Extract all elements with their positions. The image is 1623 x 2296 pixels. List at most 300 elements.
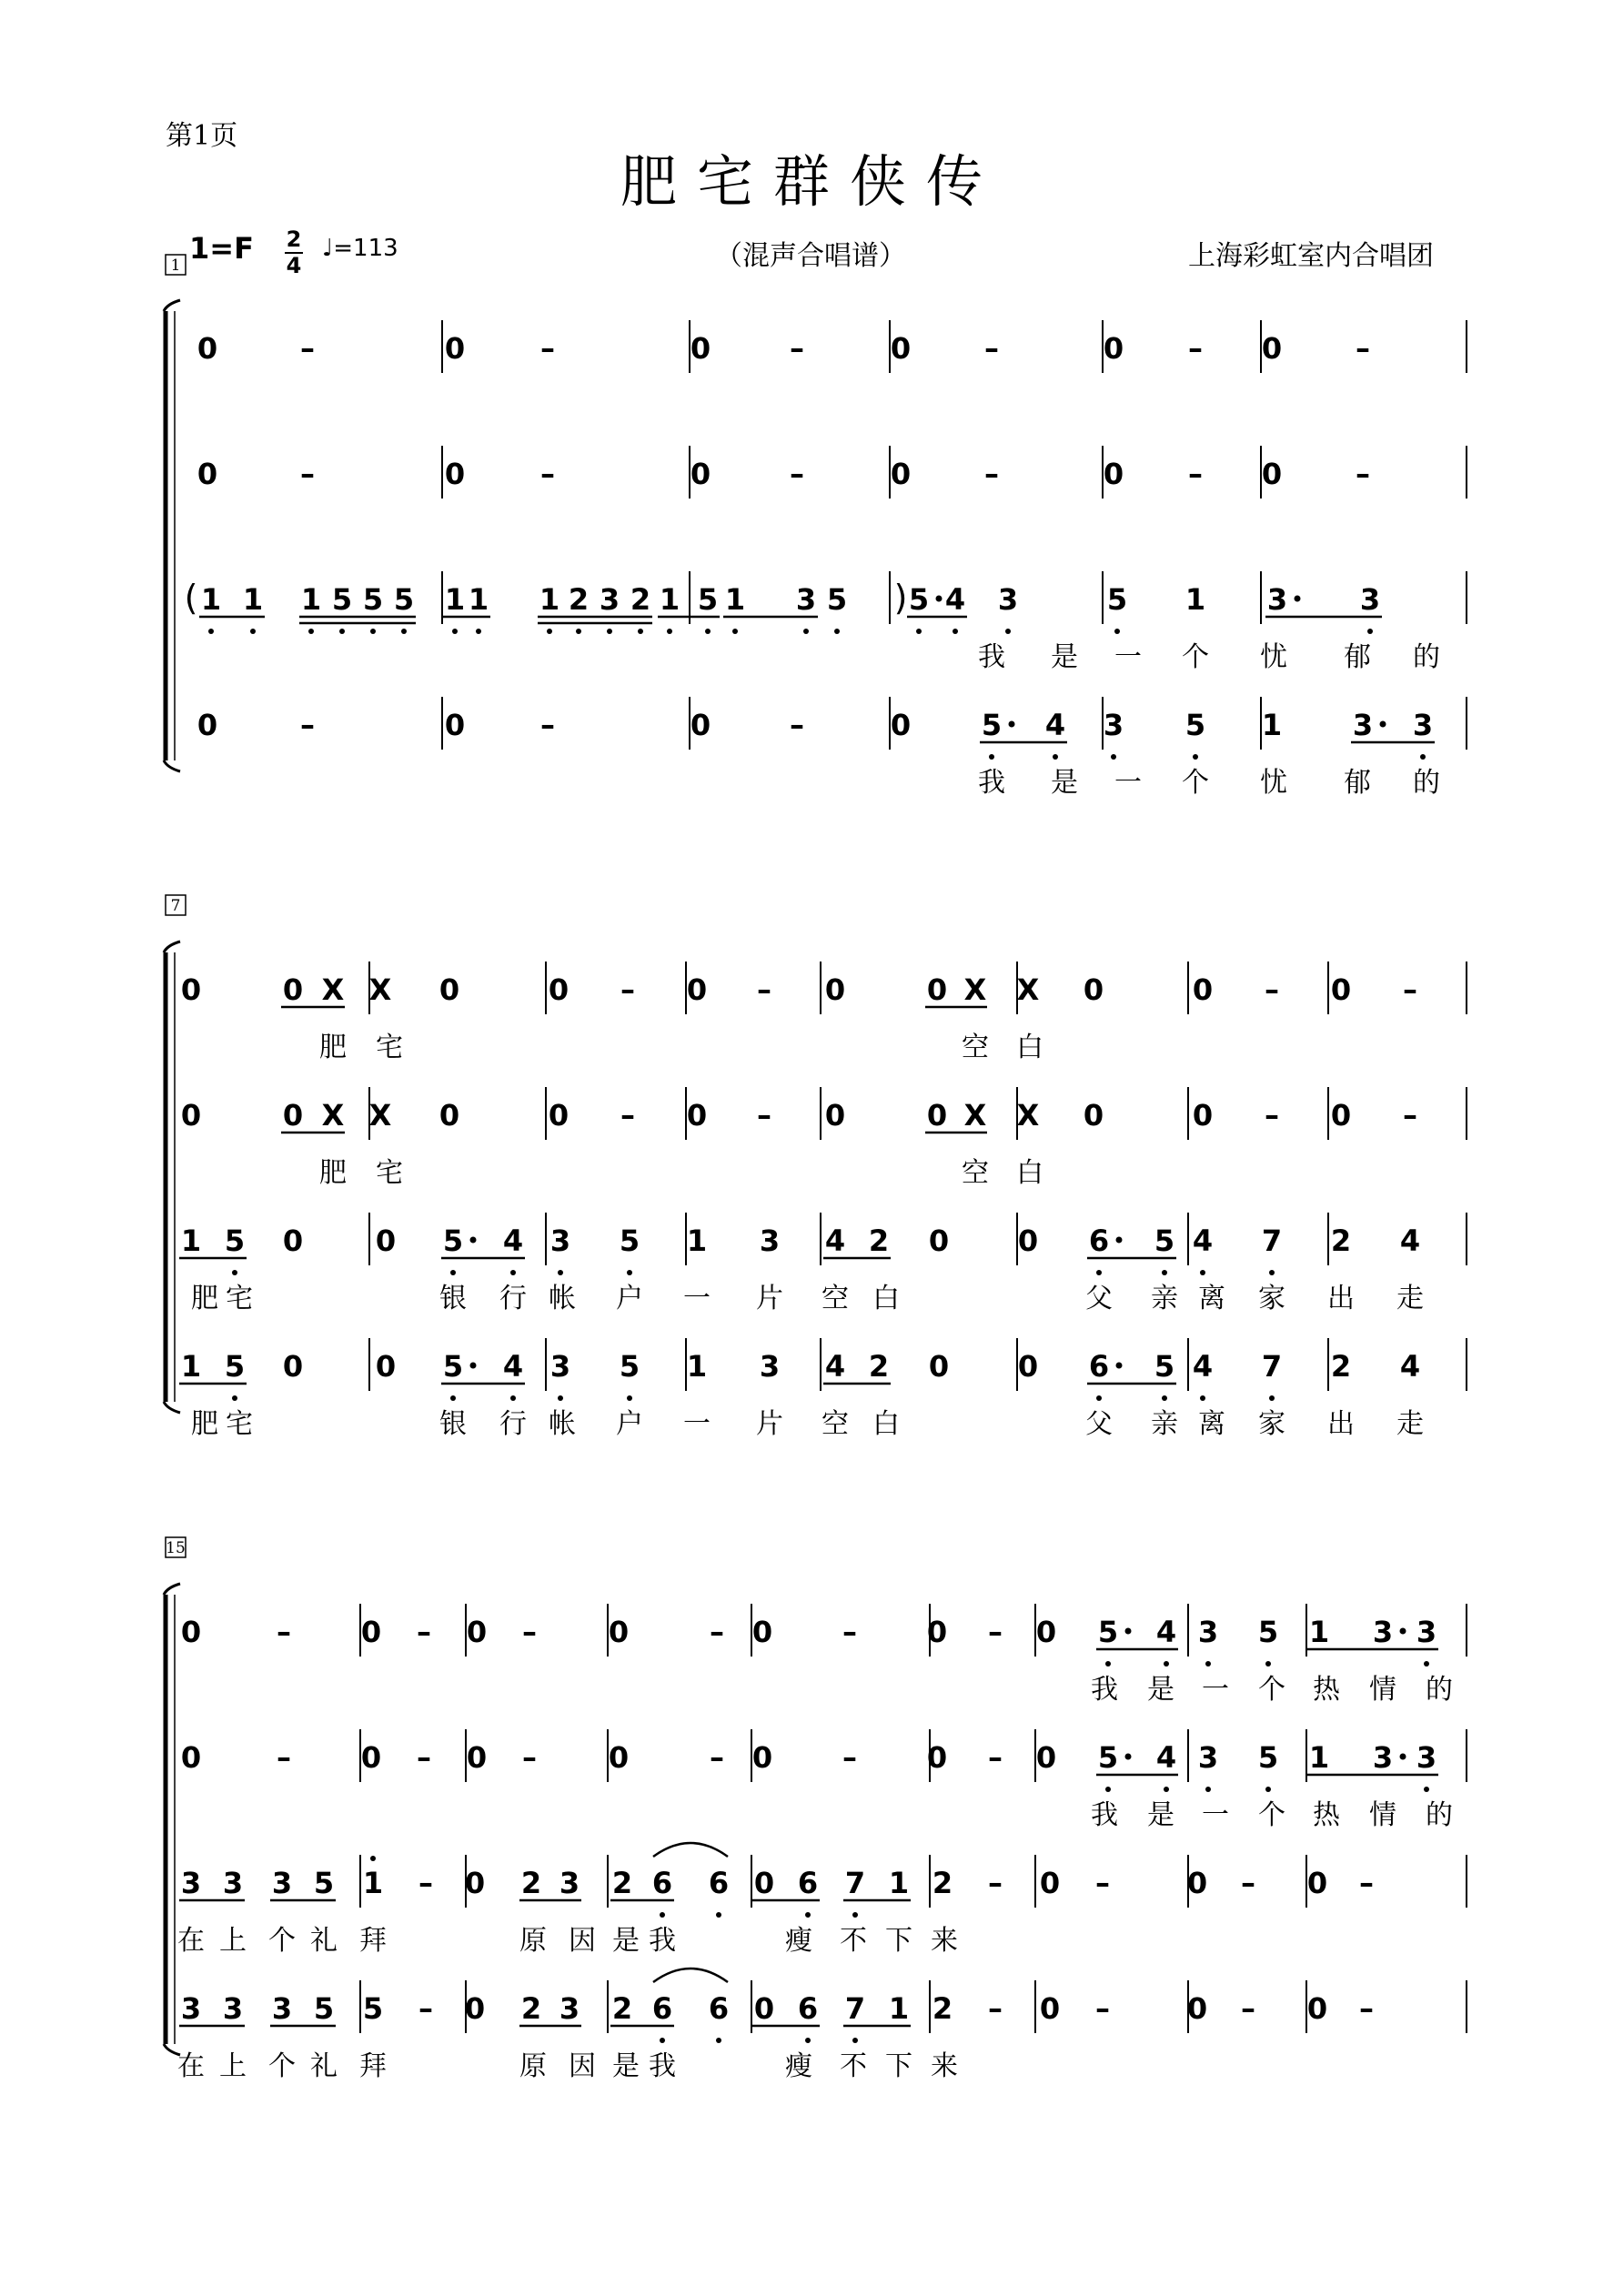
note: 4 xyxy=(1044,708,1066,742)
lyric: 礼 xyxy=(310,1925,338,1957)
measure-number: 1 xyxy=(170,257,181,275)
lyric: 片 xyxy=(756,1408,783,1440)
note: – xyxy=(988,1991,1003,2026)
measure-number: 15 xyxy=(166,1539,186,1557)
note: – xyxy=(1359,1866,1374,1900)
note: 1 xyxy=(888,1991,910,2026)
note: 0 xyxy=(890,708,912,742)
note: – xyxy=(1241,1866,1255,1900)
note: 0 xyxy=(464,1991,486,2026)
note: 5 xyxy=(331,582,353,617)
note: 2 xyxy=(868,1349,890,1384)
note: 0 xyxy=(466,1740,488,1775)
note: 0 xyxy=(926,1740,948,1775)
note: 2 xyxy=(611,1991,633,2026)
lyric: 是 xyxy=(612,2050,640,2082)
note: 0 xyxy=(1306,1991,1328,2026)
note: 0 xyxy=(1039,1866,1061,1900)
augmentation-dot xyxy=(1400,1628,1406,1635)
octave-dot-below xyxy=(805,1912,811,1918)
note: 3 xyxy=(271,1991,293,2026)
note: 5 xyxy=(393,582,415,617)
augmentation-dot xyxy=(1116,1363,1123,1369)
note: 0 xyxy=(751,1740,773,1775)
note: – xyxy=(1241,1991,1255,2026)
lyric: 瘦 xyxy=(785,1925,812,1957)
lyric: 白 xyxy=(1016,1032,1043,1063)
lyric: 走 xyxy=(1396,1408,1424,1440)
note: 5 xyxy=(1097,1615,1119,1649)
note: 1 xyxy=(200,582,222,617)
octave-dot-below xyxy=(339,629,345,634)
note: 3 xyxy=(549,1224,571,1258)
note: X xyxy=(963,1098,987,1133)
lyric: 银 xyxy=(439,1283,467,1314)
note: – xyxy=(300,331,315,366)
octave-dot-below xyxy=(1193,754,1198,760)
lyric: 一 xyxy=(683,1408,711,1440)
note: 6 xyxy=(1088,1224,1110,1258)
octave-dot-below xyxy=(1164,1787,1169,1792)
note: 0 xyxy=(753,1991,775,2026)
note: 1 xyxy=(724,582,746,617)
octave-dot-below xyxy=(1053,754,1058,760)
octave-dot-below xyxy=(1162,1270,1167,1275)
octave-dot-below xyxy=(852,1912,858,1918)
octave-dot-below xyxy=(852,2038,858,2043)
lyric: 白 xyxy=(1016,1157,1043,1189)
note: 1 xyxy=(1184,582,1206,617)
note: 0 xyxy=(926,1098,948,1133)
octave-dot-below xyxy=(638,629,643,634)
lyric: 我 xyxy=(978,641,1005,673)
note: 0 xyxy=(608,1615,630,1649)
bracket-top-hook xyxy=(164,300,180,311)
lyric: 情 xyxy=(1369,1674,1396,1706)
lyric: 帐 xyxy=(549,1408,576,1440)
note: – xyxy=(620,972,635,1007)
lyric: 片 xyxy=(756,1283,783,1314)
augmentation-dot xyxy=(1400,1754,1406,1760)
lyric: 空 xyxy=(962,1032,989,1063)
note: 1 xyxy=(362,1866,384,1900)
note: 3 xyxy=(222,1991,244,2026)
lyric: 来 xyxy=(931,1925,958,1957)
note: 2 xyxy=(520,1866,542,1900)
note: 5 xyxy=(826,582,848,617)
note: 0 xyxy=(890,457,912,491)
lyric: 个 xyxy=(1182,767,1209,799)
note: 5 xyxy=(442,1349,464,1384)
octave-dot-above xyxy=(370,1856,376,1861)
note: 3 xyxy=(222,1866,244,1900)
octave-dot-below xyxy=(308,629,314,634)
octave-dot-below xyxy=(1269,1270,1275,1275)
lyric: 行 xyxy=(499,1408,527,1440)
lyric: 不 xyxy=(840,2050,867,2082)
note: – xyxy=(522,1615,537,1649)
note: 7 xyxy=(844,1991,866,2026)
bracket-top-hook xyxy=(164,942,180,952)
key-signature: 1=F xyxy=(189,231,254,266)
quarter-note-icon: ♩ xyxy=(322,235,334,262)
time-signature-top: 2 xyxy=(286,227,302,252)
augmentation-dot xyxy=(1125,1628,1132,1635)
note: 3 xyxy=(1412,708,1434,742)
note: 4 xyxy=(1192,1224,1214,1258)
note: X xyxy=(368,972,392,1007)
lyric: 我 xyxy=(649,2050,676,2082)
note: X xyxy=(1016,972,1040,1007)
lyric: 拜 xyxy=(359,2050,387,2082)
note: 0 xyxy=(282,972,304,1007)
note: 1 xyxy=(1261,708,1283,742)
note: 4 xyxy=(1192,1349,1214,1384)
note: 5 xyxy=(313,1991,335,2026)
octave-dot-below xyxy=(450,1395,456,1401)
lyric: 肥 xyxy=(319,1032,347,1063)
note: 3 xyxy=(549,1349,571,1384)
note: 0 xyxy=(180,1740,202,1775)
lyric: 出 xyxy=(1327,1283,1355,1314)
lyric: 一 xyxy=(683,1283,711,1314)
octave-dot-below xyxy=(558,1270,563,1275)
lyric: 个 xyxy=(1258,1799,1285,1831)
note: – xyxy=(1095,1991,1110,2026)
note: 5 xyxy=(1257,1740,1279,1775)
note: 0 xyxy=(180,1098,202,1133)
note: 1 xyxy=(1308,1615,1330,1649)
lyric: 下 xyxy=(885,1925,912,1957)
note: – xyxy=(842,1615,857,1649)
lyric: 一 xyxy=(1202,1799,1229,1831)
note: 6 xyxy=(651,1991,673,2026)
note: 3 xyxy=(1197,1740,1219,1775)
note: 0 xyxy=(180,972,202,1007)
note: 5 xyxy=(1257,1615,1279,1649)
augmentation-dot xyxy=(1116,1237,1123,1244)
note: 3 xyxy=(1266,582,1288,617)
augmentation-dot xyxy=(1125,1754,1132,1760)
note: – xyxy=(710,1615,724,1649)
note: 0 xyxy=(1035,1615,1057,1649)
note: 6 xyxy=(797,1866,819,1900)
lyric: 我 xyxy=(649,1925,676,1957)
note: 0 xyxy=(197,457,218,491)
note: 5 xyxy=(619,1224,640,1258)
note: – xyxy=(710,1740,724,1775)
note: 0 xyxy=(690,457,711,491)
note: 4 xyxy=(1399,1349,1421,1384)
lyric: 情 xyxy=(1369,1799,1396,1831)
lyric: 来 xyxy=(931,2050,958,2082)
note: 2 xyxy=(932,1866,953,1900)
note: 3 xyxy=(1103,708,1124,742)
lyric: 帐 xyxy=(549,1283,576,1314)
lyric: 在 xyxy=(177,1925,205,1957)
lyric: 原 xyxy=(519,1925,547,1957)
lyric: 一 xyxy=(1114,767,1142,799)
note: 0 xyxy=(824,1098,846,1133)
note: – xyxy=(417,1615,431,1649)
note: 3 xyxy=(1352,708,1374,742)
octave-dot-below xyxy=(667,629,672,634)
note: 0 xyxy=(1192,972,1214,1007)
lyric: 个 xyxy=(268,2050,296,2082)
lyric: 父 xyxy=(1085,1283,1113,1314)
octave-dot-below xyxy=(510,1270,516,1275)
note: 0 xyxy=(282,1098,304,1133)
note: 0 xyxy=(1017,1224,1039,1258)
bracket-bottom-hook xyxy=(164,1402,180,1413)
octave-dot-below xyxy=(1424,1661,1429,1667)
octave-dot-below xyxy=(989,754,994,760)
octave-dot-below xyxy=(627,1270,632,1275)
lyric: 一 xyxy=(1114,641,1142,673)
note: 5 xyxy=(908,582,930,617)
lyric: 亲 xyxy=(1151,1408,1178,1440)
note: 1 xyxy=(242,582,264,617)
lyric: 在 xyxy=(177,2050,205,2082)
note: 0 xyxy=(444,457,466,491)
octave-dot-below xyxy=(450,1270,456,1275)
note: 0 xyxy=(926,1615,948,1649)
note: 3 xyxy=(759,1224,781,1258)
octave-dot-below xyxy=(627,1395,632,1401)
note: 3 xyxy=(599,582,620,617)
note: 5 xyxy=(362,1991,384,2026)
note: 0 xyxy=(686,1098,708,1133)
note: 0 xyxy=(1330,972,1352,1007)
note: 3 xyxy=(559,1991,580,2026)
note: – xyxy=(417,1740,431,1775)
note: – xyxy=(1359,1991,1374,2026)
note: 0 xyxy=(608,1740,630,1775)
note: 0 xyxy=(890,331,912,366)
octave-dot-below xyxy=(803,629,809,634)
note: 3 xyxy=(795,582,817,617)
lyric: 不 xyxy=(840,1925,867,1957)
note: 0 xyxy=(690,331,711,366)
octave-dot-below xyxy=(1096,1395,1102,1401)
octave-dot-below xyxy=(805,2038,811,2043)
note: 0 xyxy=(1103,457,1124,491)
note: 4 xyxy=(944,582,966,617)
paren-mark: ( xyxy=(184,578,198,618)
tie-slur xyxy=(653,1969,728,1982)
octave-dot-below xyxy=(716,2038,721,2043)
note: 1 xyxy=(539,582,560,617)
bracket-bottom-hook xyxy=(164,760,180,771)
note: – xyxy=(984,457,999,491)
octave-dot-below xyxy=(705,629,711,634)
lyric: 热 xyxy=(1313,1799,1340,1831)
paren-mark: ) xyxy=(893,578,908,618)
note: 3 xyxy=(1372,1615,1394,1649)
note: 0 xyxy=(1261,331,1283,366)
note: 0 xyxy=(466,1615,488,1649)
note: 3 xyxy=(559,1866,580,1900)
note: – xyxy=(540,331,555,366)
lyric: 父 xyxy=(1085,1408,1113,1440)
octave-dot-below xyxy=(834,629,840,634)
lyric: 我 xyxy=(1091,1799,1118,1831)
note: 3 xyxy=(1416,1615,1437,1649)
note: – xyxy=(540,457,555,491)
note: 0 xyxy=(548,1098,570,1133)
octave-dot-below xyxy=(1005,629,1011,634)
note: 0 xyxy=(1306,1866,1328,1900)
lyric: 忧 xyxy=(1260,641,1287,673)
note: 1 xyxy=(180,1349,202,1384)
note: 0 xyxy=(375,1349,397,1384)
note: – xyxy=(1188,331,1203,366)
note: 4 xyxy=(1155,1615,1177,1649)
octave-dot-below xyxy=(1205,1787,1211,1792)
bracket-top-hook xyxy=(164,1584,180,1595)
note: 1 xyxy=(468,582,489,617)
note: 0 xyxy=(180,1615,202,1649)
note: 5 xyxy=(1097,1740,1119,1775)
note: – xyxy=(1265,972,1279,1007)
lyric: 因 xyxy=(569,2050,596,2082)
note: 0 xyxy=(926,972,948,1007)
note: 3 xyxy=(1416,1740,1437,1775)
note: 3 xyxy=(180,1866,202,1900)
note: 2 xyxy=(932,1991,953,2026)
lyric: 我 xyxy=(978,767,1005,799)
note: 0 xyxy=(1083,1098,1104,1133)
note: 0 xyxy=(1186,1991,1208,2026)
lyric: 是 xyxy=(1051,641,1078,673)
note: – xyxy=(277,1740,291,1775)
note: 3 xyxy=(1197,1615,1219,1649)
octave-dot-below xyxy=(232,1395,237,1401)
score-title: 肥宅群侠传 xyxy=(620,148,1003,215)
note: 5 xyxy=(442,1224,464,1258)
note: 4 xyxy=(1155,1740,1177,1775)
note: 0 xyxy=(928,1349,950,1384)
lyric: 银 xyxy=(439,1408,467,1440)
octave-dot-below xyxy=(208,629,214,634)
lyric: 原 xyxy=(519,2050,547,2082)
lyric: 上 xyxy=(219,1925,247,1957)
tie-slur xyxy=(653,1843,728,1857)
note: 0 xyxy=(444,708,466,742)
note: 0 xyxy=(753,1866,775,1900)
note: 1 xyxy=(1308,1740,1330,1775)
tempo-mark: =113 xyxy=(333,235,398,262)
note: 5 xyxy=(1154,1349,1175,1384)
note: 0 xyxy=(824,972,846,1007)
octave-dot-below xyxy=(660,2038,665,2043)
lyric: 的 xyxy=(1426,1674,1453,1706)
lyric: 热 xyxy=(1313,1674,1340,1706)
note: 1 xyxy=(444,582,466,617)
lyric: 行 xyxy=(499,1283,527,1314)
note: – xyxy=(1188,457,1203,491)
note: – xyxy=(1403,972,1417,1007)
lyric: 空 xyxy=(822,1283,849,1314)
note: 4 xyxy=(824,1349,846,1384)
note: 5 xyxy=(697,582,719,617)
lyric: 家 xyxy=(1258,1283,1285,1314)
note: 5 xyxy=(619,1349,640,1384)
augmentation-dot xyxy=(936,596,943,602)
note: 5 xyxy=(981,708,1003,742)
octave-dot-below xyxy=(1367,629,1373,634)
note: 3 xyxy=(1359,582,1381,617)
octave-dot-below xyxy=(716,1912,721,1918)
note: 1 xyxy=(888,1866,910,1900)
note: 2 xyxy=(568,582,590,617)
note: 3 xyxy=(759,1349,781,1384)
octave-dot-below xyxy=(1111,754,1116,760)
note: 0 xyxy=(1186,1866,1208,1900)
note: – xyxy=(1095,1866,1110,1900)
note: 5 xyxy=(313,1866,335,1900)
note: 4 xyxy=(1399,1224,1421,1258)
note: 2 xyxy=(520,1991,542,2026)
note: 3 xyxy=(271,1866,293,1900)
lyric: 是 xyxy=(612,1925,640,1957)
lyric: 个 xyxy=(1258,1674,1285,1706)
octave-dot-below xyxy=(1200,1270,1205,1275)
note: 0 xyxy=(1330,1098,1352,1133)
note: 0 xyxy=(1261,457,1283,491)
note: – xyxy=(1356,457,1370,491)
note: – xyxy=(1356,331,1370,366)
octave-dot-below xyxy=(1114,629,1120,634)
note: X xyxy=(368,1098,392,1133)
octave-dot-below xyxy=(1162,1395,1167,1401)
lyric: 下 xyxy=(885,2050,912,2082)
lyric: 因 xyxy=(569,1925,596,1957)
note: 0 xyxy=(751,1615,773,1649)
lyric: 户 xyxy=(616,1283,643,1314)
lyric: 我 xyxy=(1091,1674,1118,1706)
augmentation-dot xyxy=(470,1363,477,1369)
note: – xyxy=(418,1991,433,2026)
note: X xyxy=(321,972,345,1007)
note: 6 xyxy=(708,1991,730,2026)
note: 1 xyxy=(300,582,322,617)
note: – xyxy=(277,1615,291,1649)
note: 6 xyxy=(1088,1349,1110,1384)
note: 5 xyxy=(362,582,384,617)
lyric: 个 xyxy=(1182,641,1209,673)
lyric: 郁 xyxy=(1344,767,1371,799)
note: – xyxy=(988,1866,1003,1900)
lyric: 户 xyxy=(616,1408,643,1440)
note: 1 xyxy=(180,1224,202,1258)
octave-dot-below xyxy=(953,629,958,634)
note: 0 xyxy=(1039,1991,1061,2026)
lyric: 家 xyxy=(1258,1408,1285,1440)
octave-dot-below xyxy=(1424,1787,1429,1792)
note: 5 xyxy=(224,1224,246,1258)
note: 3 xyxy=(180,1991,202,2026)
lyric: 空 xyxy=(822,1408,849,1440)
note: 1 xyxy=(686,1224,708,1258)
note: 0 xyxy=(1192,1098,1214,1133)
note: – xyxy=(522,1740,537,1775)
octave-dot-below xyxy=(370,629,376,634)
augmentation-dot xyxy=(470,1237,477,1244)
note: – xyxy=(757,972,771,1007)
lyric: 的 xyxy=(1413,767,1440,799)
note: 7 xyxy=(1261,1349,1283,1384)
